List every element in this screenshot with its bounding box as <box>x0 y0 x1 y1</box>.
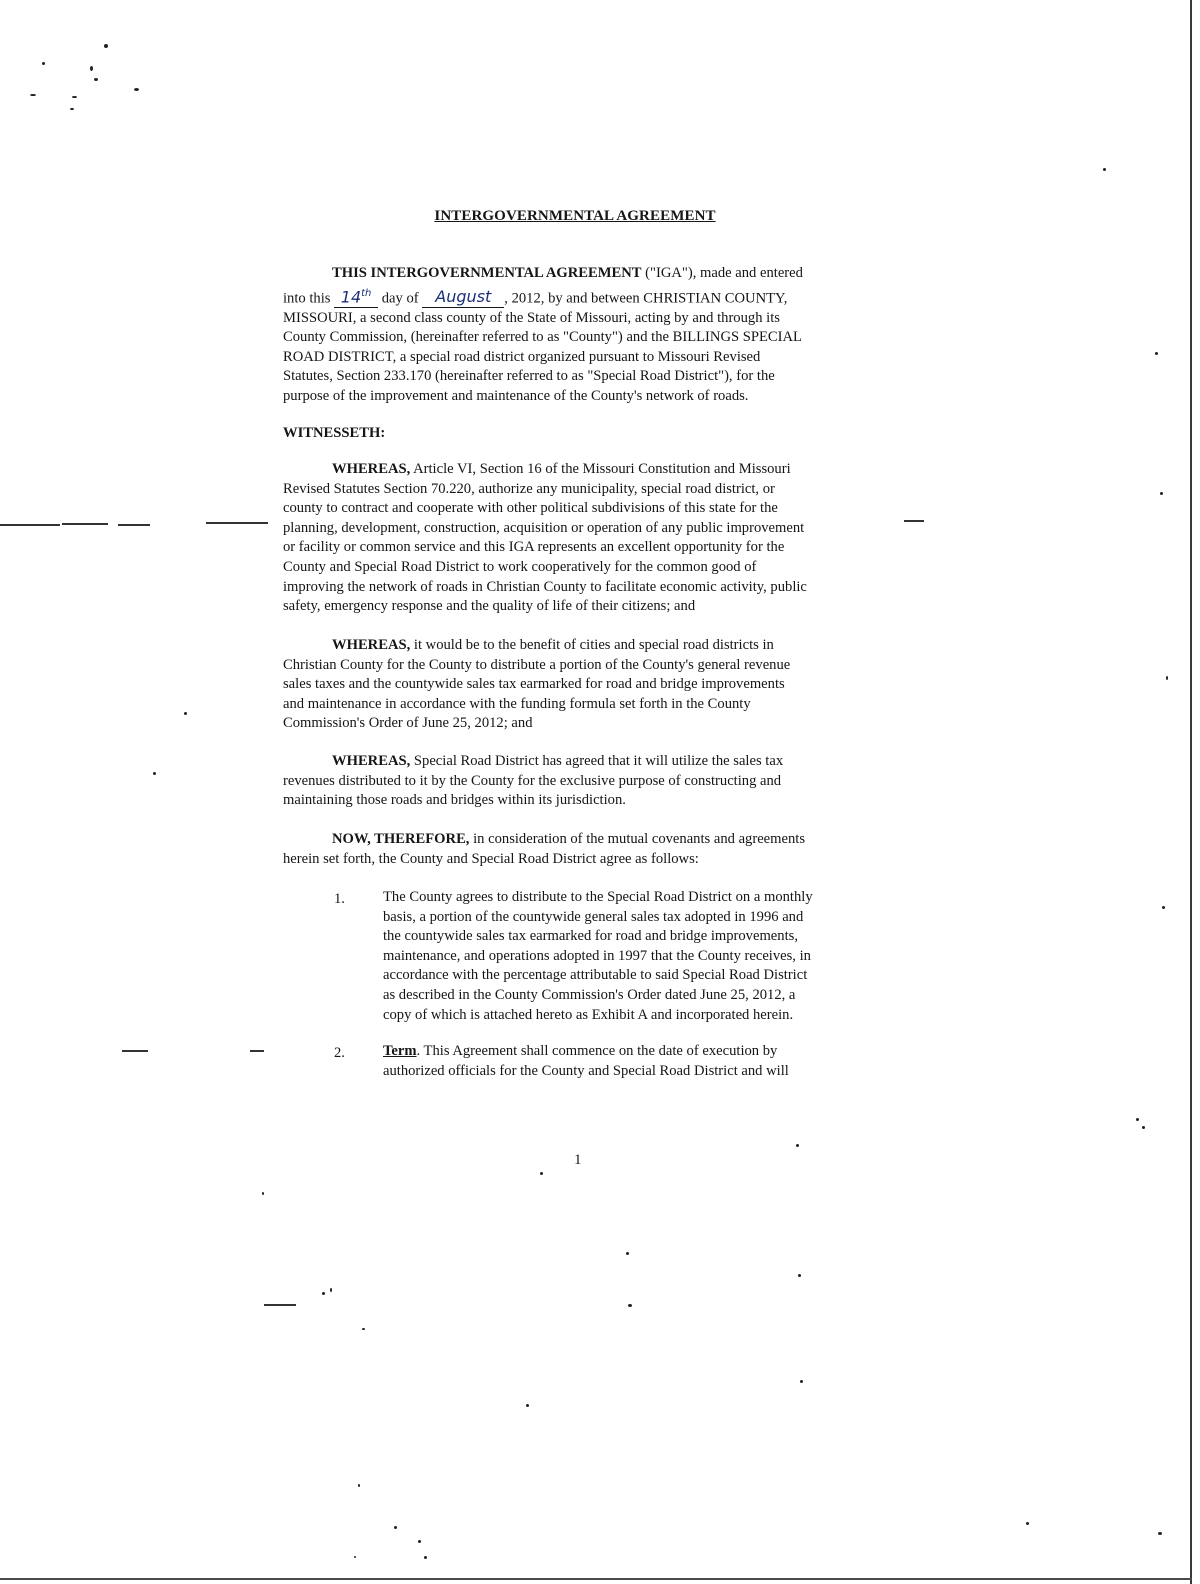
whereas2-line-2: Christian County for the County to distribute a portion of the County's general revenue <box>283 656 791 673</box>
whereas1-line-5: or facility or common service and this IGA represents an excellent opportunity for the <box>283 539 785 556</box>
intro-paragraph <box>283 264 883 406</box>
scan-dash <box>264 1304 296 1306</box>
now-therefore-line-2: herein set forth, the County and Special Road District agree as follows: <box>283 850 699 867</box>
item1-line-4: maintenance, and operations adopted in 1997 that the County receives, in <box>383 947 811 964</box>
scan-speck <box>1166 676 1168 680</box>
intro-text: , 2012, by and between CHRISTIAN COUNTY, <box>504 289 788 306</box>
scan-speck <box>134 88 139 91</box>
scan-speck <box>540 1172 543 1175</box>
whereas1-line-2: Revised Statutes Section 70.220, authorize any municipality, special road district, or <box>283 480 775 497</box>
scan-speck <box>184 712 187 715</box>
scan-speck <box>418 1540 421 1543</box>
intro-text: day of <box>378 289 423 306</box>
scan-speck <box>798 1274 801 1277</box>
scan-speck <box>362 1328 365 1330</box>
item1-line-5: accordance with the percentage attributable to said Special Road District <box>383 967 808 984</box>
scan-speck <box>1155 352 1158 355</box>
item-1-number: 1. <box>334 891 345 907</box>
scan-dash <box>0 524 60 526</box>
whereas3-line-1 <box>283 752 903 772</box>
whereas1-line-7: improving the network of roads in Christian County to facilitate economic activity, public <box>283 578 807 595</box>
intro-line-7: purpose of the improvement and maintenance of the County's network of roads. <box>283 387 749 404</box>
now-therefore-line-1 <box>283 830 903 850</box>
item2-text: . This Agreement shall commence on the date of execution by <box>416 1043 778 1059</box>
whereas3-line-3: maintaining those roads and bridges within its jurisdiction. <box>283 792 626 809</box>
scan-speck <box>1026 1522 1029 1525</box>
intro-text: into this <box>283 289 335 306</box>
item-2-text <box>383 1042 903 1081</box>
scan-speck <box>262 1192 264 1195</box>
whereas-paragraph-1 <box>283 460 903 617</box>
scan-speck <box>1162 906 1165 909</box>
item-1-text <box>383 888 903 1025</box>
scan-speck <box>358 1484 360 1487</box>
scan-speck <box>153 772 156 775</box>
term-label: Term <box>383 1043 417 1059</box>
item2-line-2: authorized officials for the County and Special Road District and will <box>383 1062 789 1079</box>
scan-dash <box>904 520 924 522</box>
item1-line-3: the countywide sales tax earmarked for road and bridge improvements, <box>383 928 798 945</box>
scan-dash <box>206 522 268 524</box>
whereas3-line-2: revenues distributed to it by the County for the exclusive purpose of constructing and <box>283 772 782 789</box>
scan-dash <box>118 524 150 526</box>
scan-speck <box>526 1404 529 1407</box>
intro-line-5: ROAD DISTRICT, a special road district organized pursuant to Missouri Revised <box>283 348 761 365</box>
scan-dash <box>250 1050 264 1052</box>
scan-speck <box>800 1380 803 1383</box>
scan-speck <box>330 1288 332 1292</box>
now-therefore-text: in consideration of the mutual covenants and agreements <box>469 831 806 847</box>
whereas-lead: WHEREAS, <box>332 753 411 769</box>
scan-speck <box>1160 492 1163 495</box>
whereas2-line-3: sales taxes and the countywide sales tax earmarked for road and bridge improvements <box>283 676 785 693</box>
handwritten-day-suffix: th <box>361 287 372 299</box>
page-number: 1 <box>574 1152 582 1168</box>
handwritten-day <box>334 284 378 308</box>
scan-speck <box>1103 168 1106 171</box>
now-therefore-paragraph <box>283 830 903 869</box>
scan-right-edge <box>1190 0 1192 1584</box>
item1-line-7: copy of which is attached hereto as Exhibit A and incorporated herein. <box>383 1006 794 1023</box>
intro-lead: THIS INTERGOVERNMENTAL AGREEMENT <box>332 265 642 281</box>
scan-speck <box>30 94 36 96</box>
scan-dash <box>62 523 108 525</box>
whereas1-line-1 <box>283 460 903 480</box>
scan-speck <box>354 1556 356 1558</box>
scan-speck <box>628 1304 632 1307</box>
intro-line-1 <box>283 264 883 284</box>
item1-line-1: The County agrees to distribute to the Special Road District on a monthly <box>383 889 813 905</box>
whereas1-line-8: safety, emergency response and the quality of life of their citizens; and <box>283 598 696 615</box>
document-title: INTERGOVERNMENTAL AGREEMENT <box>434 208 716 224</box>
scan-speck <box>72 96 77 98</box>
intro-line-3: MISSOURI, a second class county of the State of Missouri, acting by and through its <box>283 309 780 326</box>
scan-speck <box>104 44 108 48</box>
item1-line-6: as described in the County Commission's Order dated June 25, 2012, a <box>383 986 796 1003</box>
scan-speck <box>394 1526 397 1529</box>
scan-speck <box>1142 1126 1145 1129</box>
handwritten-day-number: 14 <box>340 286 362 306</box>
witnesseth-heading: WITNESSETH: <box>283 425 386 441</box>
whereas2-line-4: and maintenance in accordance with the funding formula set forth in the County <box>283 695 751 712</box>
intro-line-2 <box>283 284 883 309</box>
whereas-lead: WHEREAS, <box>332 461 411 477</box>
scan-speck <box>424 1556 427 1559</box>
whereas2-line-1 <box>283 636 903 656</box>
intro-line-6: Statutes, Section 233.170 (hereinafter referred to as "Special Road District"), for the <box>283 368 775 385</box>
scan-speck <box>796 1144 799 1147</box>
scan-speck <box>90 66 93 71</box>
intro-line-4: County Commission, (hereinafter referred to as "County") and the BILLINGS SPECIAL <box>283 329 802 346</box>
scan-dash <box>122 1050 148 1052</box>
whereas2-line-5: Commission's Order of June 25, 2012; and <box>283 715 533 732</box>
whereas1-line-3: county to contract and cooperate with other political subdivisions of this state for the <box>283 500 778 517</box>
scan-speck <box>626 1252 629 1255</box>
scan-speck <box>94 78 98 81</box>
scan-speck <box>70 108 74 110</box>
whereas-lead: WHEREAS, <box>332 637 411 653</box>
scan-speck <box>322 1292 325 1295</box>
whereas-text: Special Road District has agreed that it will utilize the sales tax <box>410 753 784 769</box>
scan-bottom-edge <box>0 1578 1192 1580</box>
item2-line-1 <box>383 1042 903 1062</box>
whereas-paragraph-3 <box>283 752 903 811</box>
handwritten-month: August <box>422 287 504 308</box>
now-therefore-lead: NOW, THEREFORE, <box>332 831 470 847</box>
item-2-number: 2. <box>334 1045 345 1061</box>
intro-text: ("IGA"), made and entered <box>641 265 803 281</box>
whereas-text: Article VI, Section 16 of the Missouri Constitution and Missouri <box>410 461 791 477</box>
whereas1-line-4: planning, development, construction, acquisition or operation of any public improvement <box>283 519 805 536</box>
whereas-text: it would be to the benefit of cities and special road districts in <box>410 637 774 653</box>
whereas1-line-6: County and Special Road District to work cooperatively for the common good of <box>283 558 757 575</box>
whereas-paragraph-2 <box>283 636 903 734</box>
scan-speck <box>42 62 45 65</box>
scan-speck <box>1158 1532 1162 1535</box>
item1-line-2: basis, a portion of the countywide general sales tax adopted in 1996 and <box>383 908 804 925</box>
scan-speck <box>1136 1118 1139 1121</box>
